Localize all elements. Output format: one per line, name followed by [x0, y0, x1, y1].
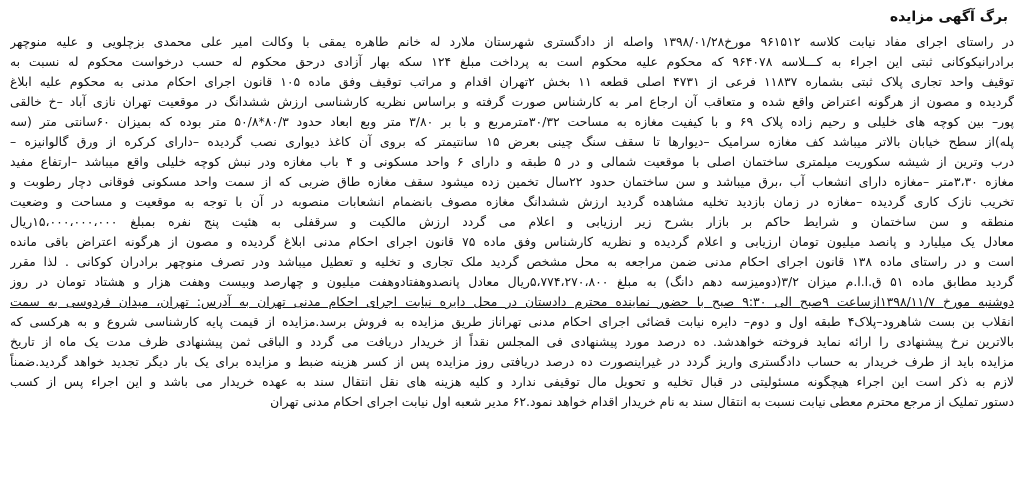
body-line-17: مزایده باید از طرف خریدار به حساب دادگستری واریز گردد در غیراینصورت ده درصد دریافتی روز مزایده پس از کسر هزینه ضبط و مزایده برای یک بار دیگر تجدید خواهد گردید.ضمناً	[10, 354, 1014, 369]
body-line-15: انقلاب بن بست شاهرود–پلاک۴ طبقه اول و دوم– دایره نیابت قضائی اجرای احکام مدنی تهراناز طریق مزایده به فروش برسد.مزایده از قیمت پایه کارشناسی شروع و به هرکسی که	[10, 314, 1014, 329]
document-body	[10, 32, 1014, 412]
body-line-6: پله)از سطح خیابان بالاتر میباشد کف مغازه سرامیک –دیوارها تا سقف سنگ چینی بعرض ۱۵ سانتیمتر که بروی آن کاغذ دیواری نصب گردیده –دارای کرکره از ورق گالوانیزه –	[10, 134, 1014, 149]
body-line-2: برادرانیکوکانی ثبتی این اجراء به کـــلاسه ۹۶۴۰۷۸ که محکوم علیه محکوم است به پرداخت مبلغ ۱۲۴ سکه بهار آزادی درحق محکوم له حسب درخواست محکوم له نسبت به	[10, 54, 1014, 69]
body-line-1: در راستای اجرای مفاد نیابت کلاسه ۹۶۱۵۱۲ مورخ۱۳۹۸/۰۱/۲۸ واصله از دادگستری شهرستان ملارد له خانم طاهره یمقی با وکالت امیر علی محمدی بزچلویی و علیه منوچهر	[10, 34, 1014, 49]
body-line-9: تخریب نازک کاری گردیده –مغازه در زمان بازدید تخلیه مشاهده گردید ارزش ششدانگ مغازه مصوف بانضمام انشعابات منصوبه در آن با توجه به موقعیت و مساحت و وضعیت	[10, 194, 1014, 209]
body-line-16: بالاترین نرخ پیشنهادی را ارائه نماید فروخته خواهدشد. ده درصد مورد پیشنهادی فی المجلس نقداً از خریدار دریافت می گردد و الباقی ثمن پیشنهادی ظرف مدت یک ماه از تاریخ	[10, 334, 1014, 349]
body-line-7: درب وترین از شیشه سکوریت میلمتری ساختمان اصلی با موقعیت شمالی و در ۵ طبقه و دارای ۶ واحد مسکونی و ۴ باب مغازه ودر نبش کوچه خلیلی واقع میباشد –ارتفاع مفید	[10, 154, 1014, 169]
body-line-8: مغازه ۳،۳۰متر –مغازه دارای انشعاب آب ،برق میباشد و سن ساختمان حدود ۲۲سال تخمین زده میشود سقف مغازه طاق ضربی که از سمت واحد مسکونی فوقانی دچار رطوبت و	[10, 174, 1014, 189]
body-line-4: گردیده و مصون از هرگونه اعتراض واقع شده و متعاقب آن ارجاع امر به کارشناس صورت گرفته و براساس نظریه کارشناسی ارزش ششدانگ در موقعیت تهران نازی آباد –خ خالقی	[10, 94, 1014, 109]
body-line-14: دوشنبه مورخ ۱۳۹۸/۱۱/۷ازساعت ۹صبح الی ۹:۳۰ صبح با حضور نماینده محترم دادستان در محل دایره نیابت اجرای احکام مدنی تهران به آدرس: تهران، میدان فردوسی به سمت	[10, 294, 1014, 309]
body-line-11: معادل یک میلیارد و پانصد میلیون تومان ارزیابی و اعلام گردیده و نظریه کارشناس وفق ماده ۷۵ قانون اجرای احکام مدنی ابلاغ گردیده و مصون از هرگونه اعتراض باقی مانده	[10, 234, 1014, 249]
body-line-5: پور– بین کوچه های خلیلی و رحیم زاده پلاک ۶۹ و با کیفیت مغازه به مساحت ۳۰/۳۲مترمربع و با بر ۳/۸۰ متر وبع ابعاد حدود ۸۰/۳*۵۰/۸ متر بوده که بمیزان ۶۰سانتی متر (سه	[10, 114, 1014, 129]
body-line-12: است و در راستای ماده ۱۳۸ قانون اجرای احکام مدنی ضمن مراجعه به محل مشخص گردید ملک تجاری و تخلیه و تعطیل میباشد ودر تصرف منوچهر برادران کوکانی . لذا مقرر	[10, 254, 1014, 269]
body-line-3: توقیف واحد تجاری پلاک ثبتی بشماره ۱۱۸۳۷ فرعی از ۴۷۳۱ اصلی قطعه ۱۱ بخش ۲تهران اقدام و مراتب توقیف وفق ماده ۱۰۵ قانون اجرای احکام مدنی به محکوم علیه ابلاغ	[10, 74, 1014, 89]
body-line-13: گردید مطابق ماده ۵۱ ق.ا.ا.م میزان ۳/۲(دومیزسه دهم دانگ) به مبلغ ۵،۷۷۴،۲۷۰،۸۰۰ریال معادل پانصدوهفتادوهفت میلیون و چهارصد وبیست وهفت هزار و هشتاد تومان در روز	[10, 274, 1014, 289]
body-line-18: لازم به ذکر است این اجراء هیچگونه مسئولیتی در قبال تخلیه و تحویل مال توقیفی ندارد و کلیه هزینه های نقل انتقال سند به عهده خریدار می باشد و این اجراء پس از کسب	[10, 374, 1014, 389]
body-line-19: دستور تملیک از مرجع محترم معطی نیابت نسبت به انتقال سند به نام خریدار اقدام خواهد نمود.۶۲ مدیر شعبه اول نیابت اجرای احکام مدنی تهران	[270, 394, 1014, 409]
body-line-10: منطقه و سن ساختمان و شرایط حاکم بر بازار بشرح زیر ارزیابی و اعلام می گردد ارزش مالکیت و سرقفلی به هئیت پنج نفره بمبلغ ۱۵،۰۰۰،۰۰۰،۰۰۰ریال	[10, 214, 1014, 229]
document-title: برگ آگهی مزایده	[889, 9, 1008, 25]
